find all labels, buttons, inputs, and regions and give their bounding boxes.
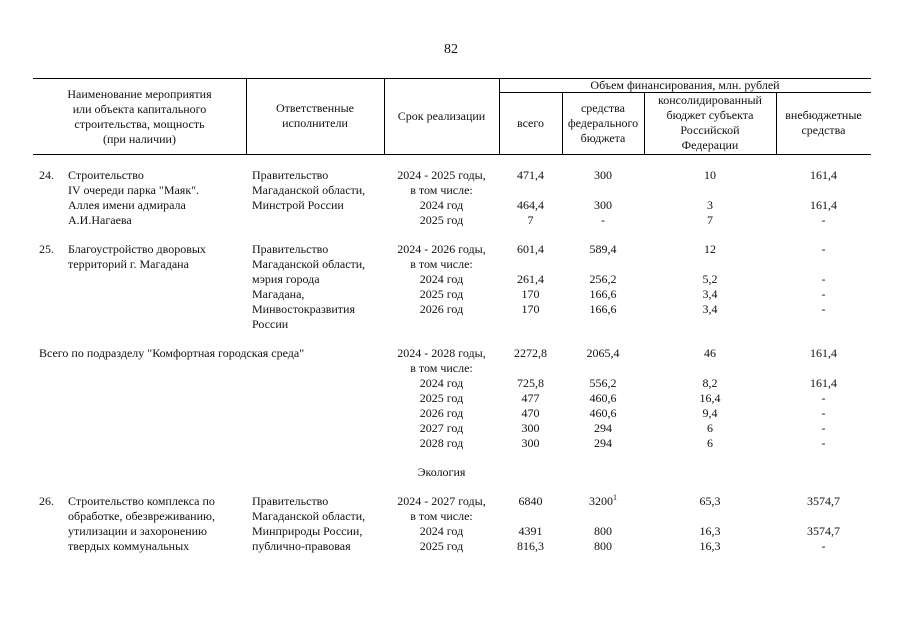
table-cell: А.И.Нагаева <box>68 213 132 227</box>
table-cell: 7 <box>707 213 713 227</box>
table-cell: публично-правовая <box>252 539 351 553</box>
table-cell: в том числе: <box>410 183 473 197</box>
table-cell: 800 <box>594 539 612 553</box>
table-cell: 556,2 <box>589 376 617 390</box>
table-cell: - <box>821 391 826 405</box>
table-cell: 261,4 <box>517 272 544 286</box>
table-cell: Правительство <box>252 494 329 508</box>
table-cell: 2025 год <box>419 213 464 227</box>
table-cell: 2026 год <box>419 406 464 420</box>
table-cell: 464,4 <box>517 198 544 212</box>
table-cell: 2026 год <box>419 302 464 316</box>
table-cell: в том числе: <box>410 257 473 271</box>
table-cell: Правительство <box>252 242 329 256</box>
table-cell: бюджет субъекта <box>666 108 754 122</box>
table-cell: - <box>821 242 826 256</box>
table-cell: в том числе: <box>410 509 473 523</box>
table-cell: твердых коммунальных <box>68 539 190 553</box>
table-cell: Правительство <box>252 168 329 182</box>
table-cell: исполнители <box>282 116 348 130</box>
table-cell: - <box>821 421 826 435</box>
table-cell: Благоустройство дворовых <box>68 242 206 256</box>
page-number: 82 <box>444 42 458 57</box>
table-cell: Наименование мероприятия <box>67 87 212 101</box>
table-cell: 294 <box>594 421 612 435</box>
table-cell: 161,4 <box>810 168 837 182</box>
table-cell: 2024 - 2028 годы, <box>397 346 486 360</box>
table-cell: Ответственные <box>276 101 354 115</box>
table-cell: консолидированный <box>658 93 762 107</box>
table-cell: 300 <box>594 168 612 182</box>
table-cell: 2024 год <box>419 198 464 212</box>
table-cell: 800 <box>594 524 612 538</box>
table-cell: 6 <box>707 421 713 435</box>
table-cell: 8,2 <box>702 376 718 390</box>
table-cell: 460,6 <box>589 391 617 405</box>
table-cell: 2024 год <box>419 272 464 286</box>
header-funding-title: Объем финансирования, млн. рублей <box>590 78 780 92</box>
table-cell: 2025 год <box>419 287 464 301</box>
table-cell: Строительство комплекса по <box>68 494 215 508</box>
table-cell: 46 <box>704 346 716 360</box>
table-cell: Федерации <box>681 138 739 152</box>
table-cell: 3,4 <box>702 302 718 316</box>
table-cell: России <box>252 317 289 331</box>
table-cell: Минприроды России, <box>252 524 363 538</box>
table-cell: или объекта капитального <box>72 102 207 116</box>
footnote-mark: 1 <box>613 493 617 502</box>
table-cell: федерального <box>567 116 639 130</box>
table-cell: бюджета <box>580 131 626 145</box>
header-term-col: Срок реализации <box>397 109 486 123</box>
table-cell: 294 <box>594 436 612 450</box>
table-cell: - <box>601 213 605 227</box>
table-cell: 477 <box>521 391 540 405</box>
table-cell: - <box>821 287 826 301</box>
table-cell: 2024 год <box>419 524 464 538</box>
table-cell: 3 <box>707 198 713 212</box>
table-cell: Минстрой России <box>252 198 344 212</box>
table-cell: (при наличии) <box>103 132 176 146</box>
federal-value: 3200 <box>589 494 613 508</box>
row-number: 24. <box>39 168 54 182</box>
table-cell: 5,2 <box>702 272 718 286</box>
table-cell: обработке, обезвреживанию, <box>68 509 215 523</box>
table-cell: 10 <box>704 168 716 182</box>
table-cell: Магадана, <box>252 287 305 301</box>
table-cell: 6 <box>707 436 713 450</box>
table-cell: мэрия города <box>252 272 320 286</box>
table-cell: 161,4 <box>810 376 837 390</box>
table-cell: 470 <box>521 406 540 420</box>
table-cell: 12 <box>704 242 716 256</box>
row-number: 26. <box>39 494 54 508</box>
table-cell: Минвостокразвития <box>252 302 355 316</box>
table-cell: 170 <box>521 302 540 316</box>
table-cell: 2024 - 2026 годы, <box>397 242 486 256</box>
table-cell: Магаданской области, <box>252 509 366 523</box>
table-cell: Строительство <box>68 168 144 182</box>
table-cell: средства <box>801 123 846 137</box>
table-cell: Магаданской области, <box>252 257 366 271</box>
table-cell: - <box>821 302 826 316</box>
table-cell: 9,4 <box>702 406 718 420</box>
table-cell: 4391 <box>518 524 543 538</box>
table-cell: 16,4 <box>699 391 721 405</box>
table-cell: 161,4 <box>810 198 837 212</box>
table-cell: 471,4 <box>517 168 544 182</box>
table-cell: 300 <box>521 421 540 435</box>
table-cell: 2024 год <box>419 376 464 390</box>
table-cell: 2024 - 2025 годы, <box>397 168 486 182</box>
table-header-bottom-rule <box>33 154 871 155</box>
table-cell: 166,6 <box>589 287 617 301</box>
table-cell: - <box>821 213 826 227</box>
table-cell: - <box>821 406 826 420</box>
table-cell: 170 <box>521 287 540 301</box>
row-number: 25. <box>39 242 54 256</box>
table-cell: - <box>821 539 826 553</box>
table-cell: 16,3 <box>699 524 721 538</box>
table-cell: 6840 <box>518 494 543 508</box>
table-cell: 161,4 <box>810 346 837 360</box>
section-title: Экология <box>417 465 466 479</box>
table-cell: 816,3 <box>517 539 544 553</box>
table-cell: территорий г. Магадана <box>68 257 189 271</box>
table-cell: 2024 - 2027 годы, <box>397 494 486 508</box>
header-total-col: всего <box>516 116 545 130</box>
table-cell: средства <box>580 101 625 115</box>
table-cell: - <box>821 436 826 450</box>
table-cell: Российской <box>680 123 740 137</box>
table-cell: 2272,8 <box>514 346 547 360</box>
table-cell: 256,2 <box>589 272 617 286</box>
table-cell: 166,6 <box>589 302 617 316</box>
table-cell: 725,8 <box>517 376 544 390</box>
table-cell: 3574,7 <box>807 524 840 538</box>
table-cell: 7 <box>527 213 534 227</box>
table-cell: 2025 год <box>419 539 464 553</box>
table-cell: 300 <box>594 198 612 212</box>
table-cell: строительства, мощность <box>74 117 205 131</box>
table-cell: утилизации и захоронению <box>68 524 207 538</box>
table-cell: 601,4 <box>517 242 544 256</box>
table-cell: Аллея имени адмирала <box>68 198 186 212</box>
table-cell: 2028 год <box>419 436 464 450</box>
table-cell: IV очереди парка "Маяк". <box>68 183 200 197</box>
table-cell: 2027 год <box>419 421 464 435</box>
table-cell: 460,6 <box>589 406 617 420</box>
table-cell: 16,3 <box>699 539 721 553</box>
table-cell: - <box>821 272 826 286</box>
subtotal-label: Всего по подразделу "Комфортная городская среда" <box>39 346 305 360</box>
table-cell: 2025 год <box>419 391 464 405</box>
table-cell: 65,3 <box>699 494 721 508</box>
table-cell: 3,4 <box>702 287 718 301</box>
table-cell: в том числе: <box>410 361 473 375</box>
table-cell: внебюджетные <box>785 108 862 122</box>
table-cell: 589,4 <box>589 242 617 256</box>
table-cell: 2065,4 <box>586 346 620 360</box>
table-cell: 300 <box>521 436 540 450</box>
table-cell: Магаданской области, <box>252 183 366 197</box>
table-cell: 3574,7 <box>807 494 840 508</box>
